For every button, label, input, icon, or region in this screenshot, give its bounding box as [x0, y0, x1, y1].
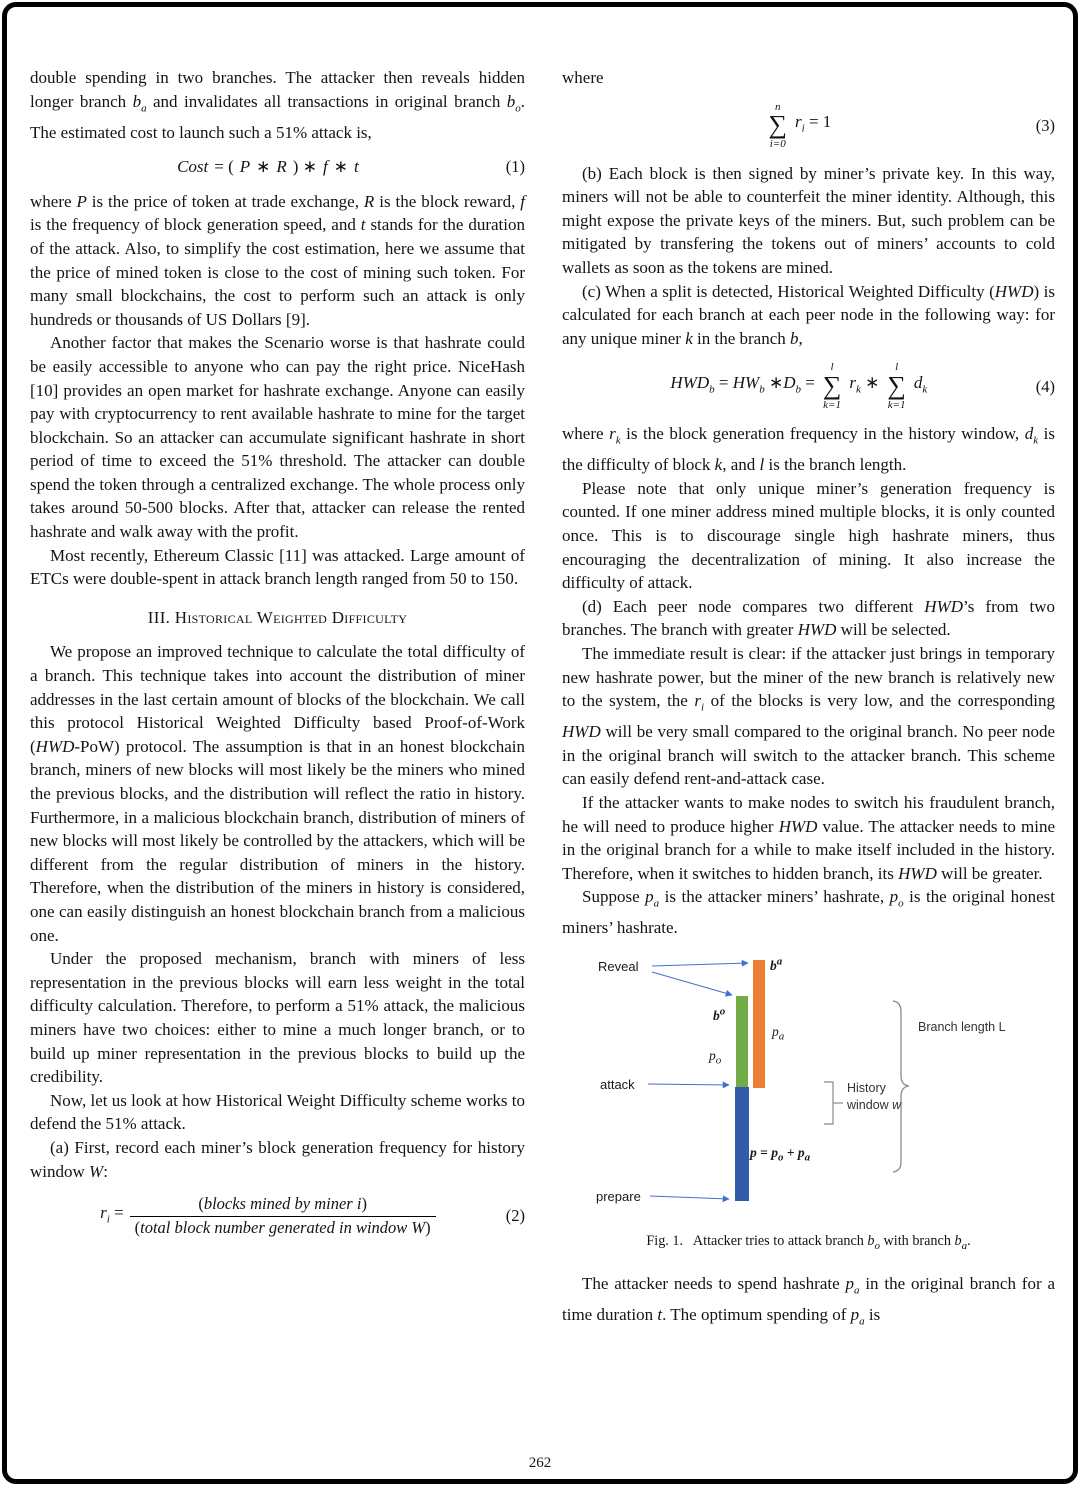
attack-branch-bar: [753, 960, 765, 1088]
total-hashrate-label: $p = p_o + p_a$: [750, 1144, 811, 1164]
figure-1: [562, 954, 1055, 1212]
reveal-arrow-to-honest-branch: [652, 972, 732, 995]
fraction-numerator: (blocks mined by miner i): [130, 1194, 436, 1217]
equation-1-number: (1): [505, 157, 525, 177]
branch-length-label: Branch length L: [918, 1019, 1006, 1034]
equation-2-number: (2): [505, 1206, 525, 1226]
equation-1: [30, 155, 525, 179]
paragraph: The attacker needs to spend hashrate $p_a$ in the original branch for a time duration t. The optimum spending of $p_a$ is: [562, 1274, 1055, 1328]
fraction-denominator: (total block number generated in window W): [134, 1217, 431, 1237]
equation-4-body: [562, 361, 1036, 411]
summation-lower-limit: k=1: [823, 398, 841, 411]
summation-symbol: [823, 361, 842, 411]
attack-branch-label: $b^a$: [770, 955, 783, 974]
right-column: [562, 66, 1055, 1334]
paragraph: Now, let us look at how Historical Weight Difficulty scheme works to defend the 51% attack.: [30, 1090, 525, 1134]
fraction: [130, 1194, 436, 1238]
equation-2-lhs: $r_i$ =: [100, 1202, 124, 1226]
honest-branch-bar: [736, 996, 748, 1087]
paragraph: where: [562, 68, 604, 87]
paragraph: double spending in two branches. The attacker then reveals hidden longer branch $b_a$ and invalidates all transactions in original branch $b_o$. The estimated cost to launch such a 51% attack is,: [30, 68, 526, 142]
attacker-hashrate-label: $p_a$: [772, 1023, 785, 1043]
paragraph: (c) When a split is detected, Historical Weighted Difficulty (HWD) is calculated for each branch at each peer node in the following way: for any unique miner k in the branch b,: [562, 281, 1056, 348]
paragraph: We propose an improved technique to calculate the total difficulty of a branch. This technique takes into account the distribution of miner addresses in the last certain amount of blocks of the blockchain. We call this protocol Historical Weighted Difficulty based Proof-of-Work (HWD-PoW) protocol. The assumption is that in an honest blockchain branch, miners of new blocks will most likely be the miners who mined the previous blocks, and the distribution will reflect the ratio in history. Furthermore, in a malicious blockchain branch, distribution of miners of new blocks will most likely be controlled by the attackers, which will be different from the regular distribution of miners in the history. Therefore, when the distribution of the miners in history is considered, one can easily distinguish an honest blockchain branch from a malicious one.: [30, 642, 525, 945]
equation-4-number: (4): [1035, 376, 1055, 396]
equation-1-body: Cost = ( P ∗ R ) ∗ f ∗ t: [177, 157, 359, 177]
summation-lower-limit: i=0: [769, 137, 786, 150]
sigma-glyph: ∑: [768, 110, 787, 140]
summation-lower-limit: k=1: [887, 398, 906, 411]
sigma-glyph: ∑: [822, 370, 842, 400]
paragraph: (b) Each block is then signed by miner’s private key. In this way, miners will not be able to counterfeit the miner identity. Although, this might expose the private keys of the miners. But, such problem can be mitigated by transfering the tokens out of miners’ accounts to cold wallets as soon as the tokens are mined.: [562, 163, 1055, 277]
prepare-phase-bar: [735, 1087, 749, 1201]
paragraph: Under the proposed mechanism, branch with miners of less representation in the previous blocks will earn less weight in the total difficulty calculation. Therefore, to perform a 51% attack, the malicious miners have two choices: either to mine a much longer branch, or to build up miner representation in the previous blocks to build up the credibility.: [30, 949, 525, 1087]
paragraph: (a) First, record each miner’s block generation frequency for history window W:: [30, 1137, 525, 1181]
sigma-glyph: ∑: [887, 370, 906, 400]
equation-4-lhs: $HWD_b = HW_b$ $∗D_b$ =: [670, 372, 815, 396]
equation-3-body: [562, 101, 1036, 151]
summation-upper-limit: l: [895, 361, 899, 374]
attack-label: attack: [600, 1076, 635, 1092]
history-window-label: History window w: [847, 1080, 902, 1112]
history-window-bracket: [824, 1082, 833, 1124]
figure-annotations: [562, 954, 1055, 1212]
summation-upper-limit: l: [830, 361, 834, 374]
equation-3-number: (3): [1035, 115, 1055, 135]
reveal-label: Reveal: [598, 958, 639, 974]
left-column: [30, 66, 525, 1249]
equation-2-body: [30, 1194, 506, 1238]
paragraph: where P is the price of token at trade exchange, R is the block reward, f is the frequency of block generation speed, and t stands for the duration of the attack. Also, to simplify the cost estimation, here we assume that the price of mined token is close to the cost of mining such token. For many small blockchains, the cost to perform such an attack is only hundreds or thousands of US Dollars [9].: [30, 191, 526, 329]
paragraph: Please note that only unique miner’s generation frequency is counted. If one miner address mined multiple blocks, it is only counted once. This is to discourage single high hashrate miners, thus encouraging the decentralization of mining. It also increase the difficulty of attack.: [562, 478, 1055, 593]
equation-4-tail: $d_k$: [913, 372, 928, 396]
figure-caption: Fig. 1. Attacker tries to attack branch $b_o$ with branch $b_a$.: [646, 1232, 971, 1252]
summation-symbol: [768, 101, 787, 151]
prepare-label: prepare: [596, 1188, 641, 1204]
paragraph: If the attacker wants to make nodes to switch his fraudulent branch, he will need to produce higher HWD value. The attacker needs to mine in the original branch for a while to make itself included in the history. Therefore, when it switches to hidden branch, its HWD will be greater.: [562, 792, 1055, 883]
equation-3-rhs: $r_i = 1$: [795, 112, 832, 135]
paragraph: where $r_k$ is the block generation frequency in the history window, $d_k$ is the difficulty of block k, and l is the branch length.: [562, 424, 1056, 475]
summation-upper-limit: n: [774, 100, 781, 113]
honest-hashrate-label: $p_o$: [709, 1047, 722, 1067]
equation-4: [562, 361, 1055, 411]
section-heading: III. Historical Weighted Difficulty: [147, 607, 408, 627]
paragraph: Another factor that makes the Scenario worse is that hashrate could be easily accessible to anyone who can pay the right price. NiceHash [10] provides an open market for hashrate exchange. Anyone can easily pay with cryptocurrency to rent available hashrate to mine for the target blockchain. So an attacker can accumulate significant hashrate in short period of time to exceed the 51% threshold. The attacker can double spend the token through a centralized exchange. The whole process only takes around 50-500 blocks. After that, attacker can release the rented hashrate and walk away with the profit.: [30, 333, 525, 542]
paragraph: Most recently, Ethereum Classic [11] was attacked. Large amount of ETCs were double-spent in attack branch length ranged from 50 to 150.: [30, 545, 525, 589]
equation-3: [562, 101, 1055, 151]
paragraph: (d) Each peer node compares two different HWD’s from two branches. The branch with greater HWD will be selected.: [562, 596, 1055, 640]
equation-2: [30, 1194, 525, 1238]
paragraph: The immediate result is clear: if the attacker just brings in temporary new hashrate power, but the miner of the new branch is relatively new to the system, the $r_i$ of the blocks is very low, and the corresponding HWD will be very small compared to the original branch. No peer node in the original branch will switch to the attacker branch. This scheme can easily defend rent-and-attack case.: [562, 644, 1055, 789]
reveal-arrow-to-attack-branch: [652, 963, 748, 966]
attack-arrow: [648, 1084, 729, 1085]
page-number: 262: [528, 1455, 552, 1471]
summation-symbol: [887, 361, 906, 411]
paragraph: Suppose $p_a$ is the attacker miners’ hashrate, $p_o$ is the original honest miners’ hashrate.: [562, 887, 1055, 938]
prepare-arrow: [650, 1196, 729, 1199]
honest-branch-label: $b^o$: [713, 1005, 726, 1024]
equation-4-mid: $r_k$ ∗: [849, 372, 880, 396]
